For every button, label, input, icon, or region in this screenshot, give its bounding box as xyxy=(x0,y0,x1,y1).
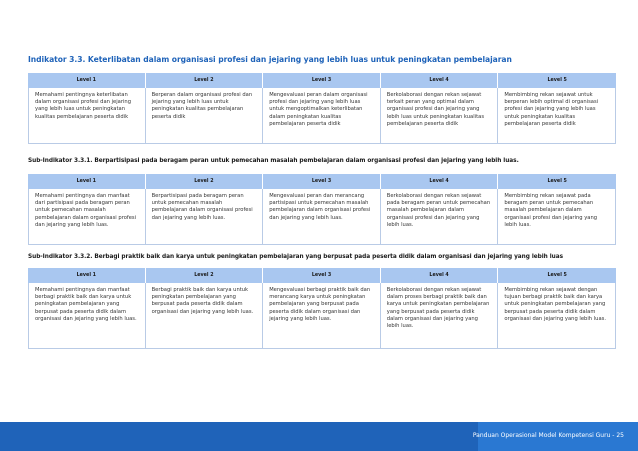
cell-level-1: Memahami pentingnya dan manfaat dari partisipasi pada beragam peran untuk pemecahan masalah pembelajaran dalam organisasi profesi dan jejaring yang lebih luas. xyxy=(28,189,146,245)
sub-indicator-3-3-1-table xyxy=(28,174,616,245)
header-level-4: Level 4 xyxy=(381,73,499,88)
header-level-2: Level 2 xyxy=(146,268,264,283)
table-header-row xyxy=(28,268,616,283)
header-level-5: Level 5 xyxy=(498,73,616,88)
header-level-5: Level 5 xyxy=(498,268,616,283)
header-level-1: Level 1 xyxy=(28,268,146,283)
header-level-2: Level 2 xyxy=(146,174,264,189)
cell-level-4: Berkolaborasi dengan rekan sejawat dalam proses berbagi praktik baik dan karya untuk peningkatan pembelajaran yang berpusat pada peserta didik dalam organisasi dan jejaring yang lebih luas. xyxy=(381,283,499,349)
header-level-1: Level 1 xyxy=(28,174,146,189)
cell-level-1: Memahami pentingnya keterlibatan dalam organisasi profesi dan jejaring yang lebih luas untuk peningkatan kualitas pembelajaran peserta didik xyxy=(28,88,146,144)
header-level-3: Level 3 xyxy=(263,73,381,88)
cell-level-5: Membimbing rekan sejawat untuk berperan lebih optimal di organisasi profesi dan jejaring yang lebih luas untuk peningkatan kualitas pembelajaran peserta didik xyxy=(498,88,616,144)
cell-level-4: Berkolaborasi dengan rekan sejawat pada beragam peran untuk pemecahan masalah pembelajaran dalam organisasi profesi dan jejaring yang lebih luas. xyxy=(381,189,499,245)
header-level-3: Level 3 xyxy=(263,268,381,283)
header-level-4: Level 4 xyxy=(381,268,499,283)
header-level-5: Level 5 xyxy=(498,174,616,189)
indicator-title: Indikator 3.3. Keterlibatan dalam organisasi profesi dan jejaring yang lebih luas untuk peningkatan pembelajaran xyxy=(28,55,512,64)
table-header-row xyxy=(28,174,616,189)
table-header-row xyxy=(28,73,616,88)
cell-level-5: Membimbing rekan sejawat pada beragam peran untuk pemecahan masalah pembelajaran dalam organisasi profesi dan jejaring yang lebih luas. xyxy=(498,189,616,245)
sub-indicator-3-3-2-table xyxy=(28,268,616,349)
cell-level-1: Memahami pentingnya dan manfaat berbagi praktik baik dan karya untuk peningkatan pembelajaran yang berpusat pada peserta didik dalam organisasi dan jejaring yang lebih luas. xyxy=(28,283,146,349)
footer-bar xyxy=(0,422,638,451)
cell-level-2: Berperan dalam organisasi profesi dan jejaring yang lebih luas untuk peningkatan kualitas pembelajaran peserta didik xyxy=(146,88,264,144)
cell-level-3: Mengevaluasi berbagi praktik baik dan merancang karya untuk peningkatan pembelajaran yang berpusat pada peserta didik dalam organisasi dan jejaring yang lebih luas. xyxy=(263,283,381,349)
table-row xyxy=(28,283,616,349)
table-row xyxy=(28,189,616,245)
header-level-1: Level 1 xyxy=(28,73,146,88)
header-level-3: Level 3 xyxy=(263,174,381,189)
header-level-2: Level 2 xyxy=(146,73,264,88)
cell-level-3: Mengevaluasi peran dalam organisasi profesi dan jejaring yang lebih luas untuk mengoptimalkan keterlibatan dalam peningkatan kualitas pembelajaran peserta didik xyxy=(263,88,381,144)
sub-indicator-3-3-1-title: Sub-Indikator 3.3.1. Berpartisipasi pada beragam peran untuk pemecahan masalah pembelajaran dalam organisasi profesi dan jejaring yang lebih luas. xyxy=(28,158,519,164)
table-row xyxy=(28,88,616,144)
cell-level-2: Berpartisipasi pada beragam peran untuk pemecahan masalah pembelajaran dalam organisasi profesi dan jejaring yang lebih luas. xyxy=(146,189,264,245)
header-level-4: Level 4 xyxy=(381,174,499,189)
indicator-table xyxy=(28,73,616,144)
cell-level-4: Berkolaborasi dengan rekan sejawat terkait peran yang optimal dalam organisasi profesi dan jejaring yang lebih luas untuk peningkatan kualitas pembelajaran peserta didik xyxy=(381,88,499,144)
cell-level-2: Berbagi praktik baik dan karya untuk peningkatan pembelajaran yang berpusat pada peserta didik dalam organisasi dan jejaring yang lebih luas. xyxy=(146,283,264,349)
cell-level-5: Membimbing rekan sejawat dengan tujuan berbagi praktik baik dan karya untuk peningkatan pembelajaran yang berpusat pada peserta didik dalam organisasi dan jejaring yang lebih luas. xyxy=(498,283,616,349)
footer-page-label: Panduan Operasional Model Kompetensi Guru - 25 xyxy=(472,432,624,439)
sub-indicator-3-3-2-title: Sub-Indikator 3.3.2. Berbagi praktik baik dan karya untuk peningkatan pembelajaran yang berpusat pada peserta didik dalam organisasi dan jejaring yang lebih luas xyxy=(28,254,563,260)
cell-level-3: Mengevaluasi peran dan merancang partisipasi untuk pemecahan masalah pembelajaran dalam organisasi profesi dan jejaring yang lebih luas. xyxy=(263,189,381,245)
